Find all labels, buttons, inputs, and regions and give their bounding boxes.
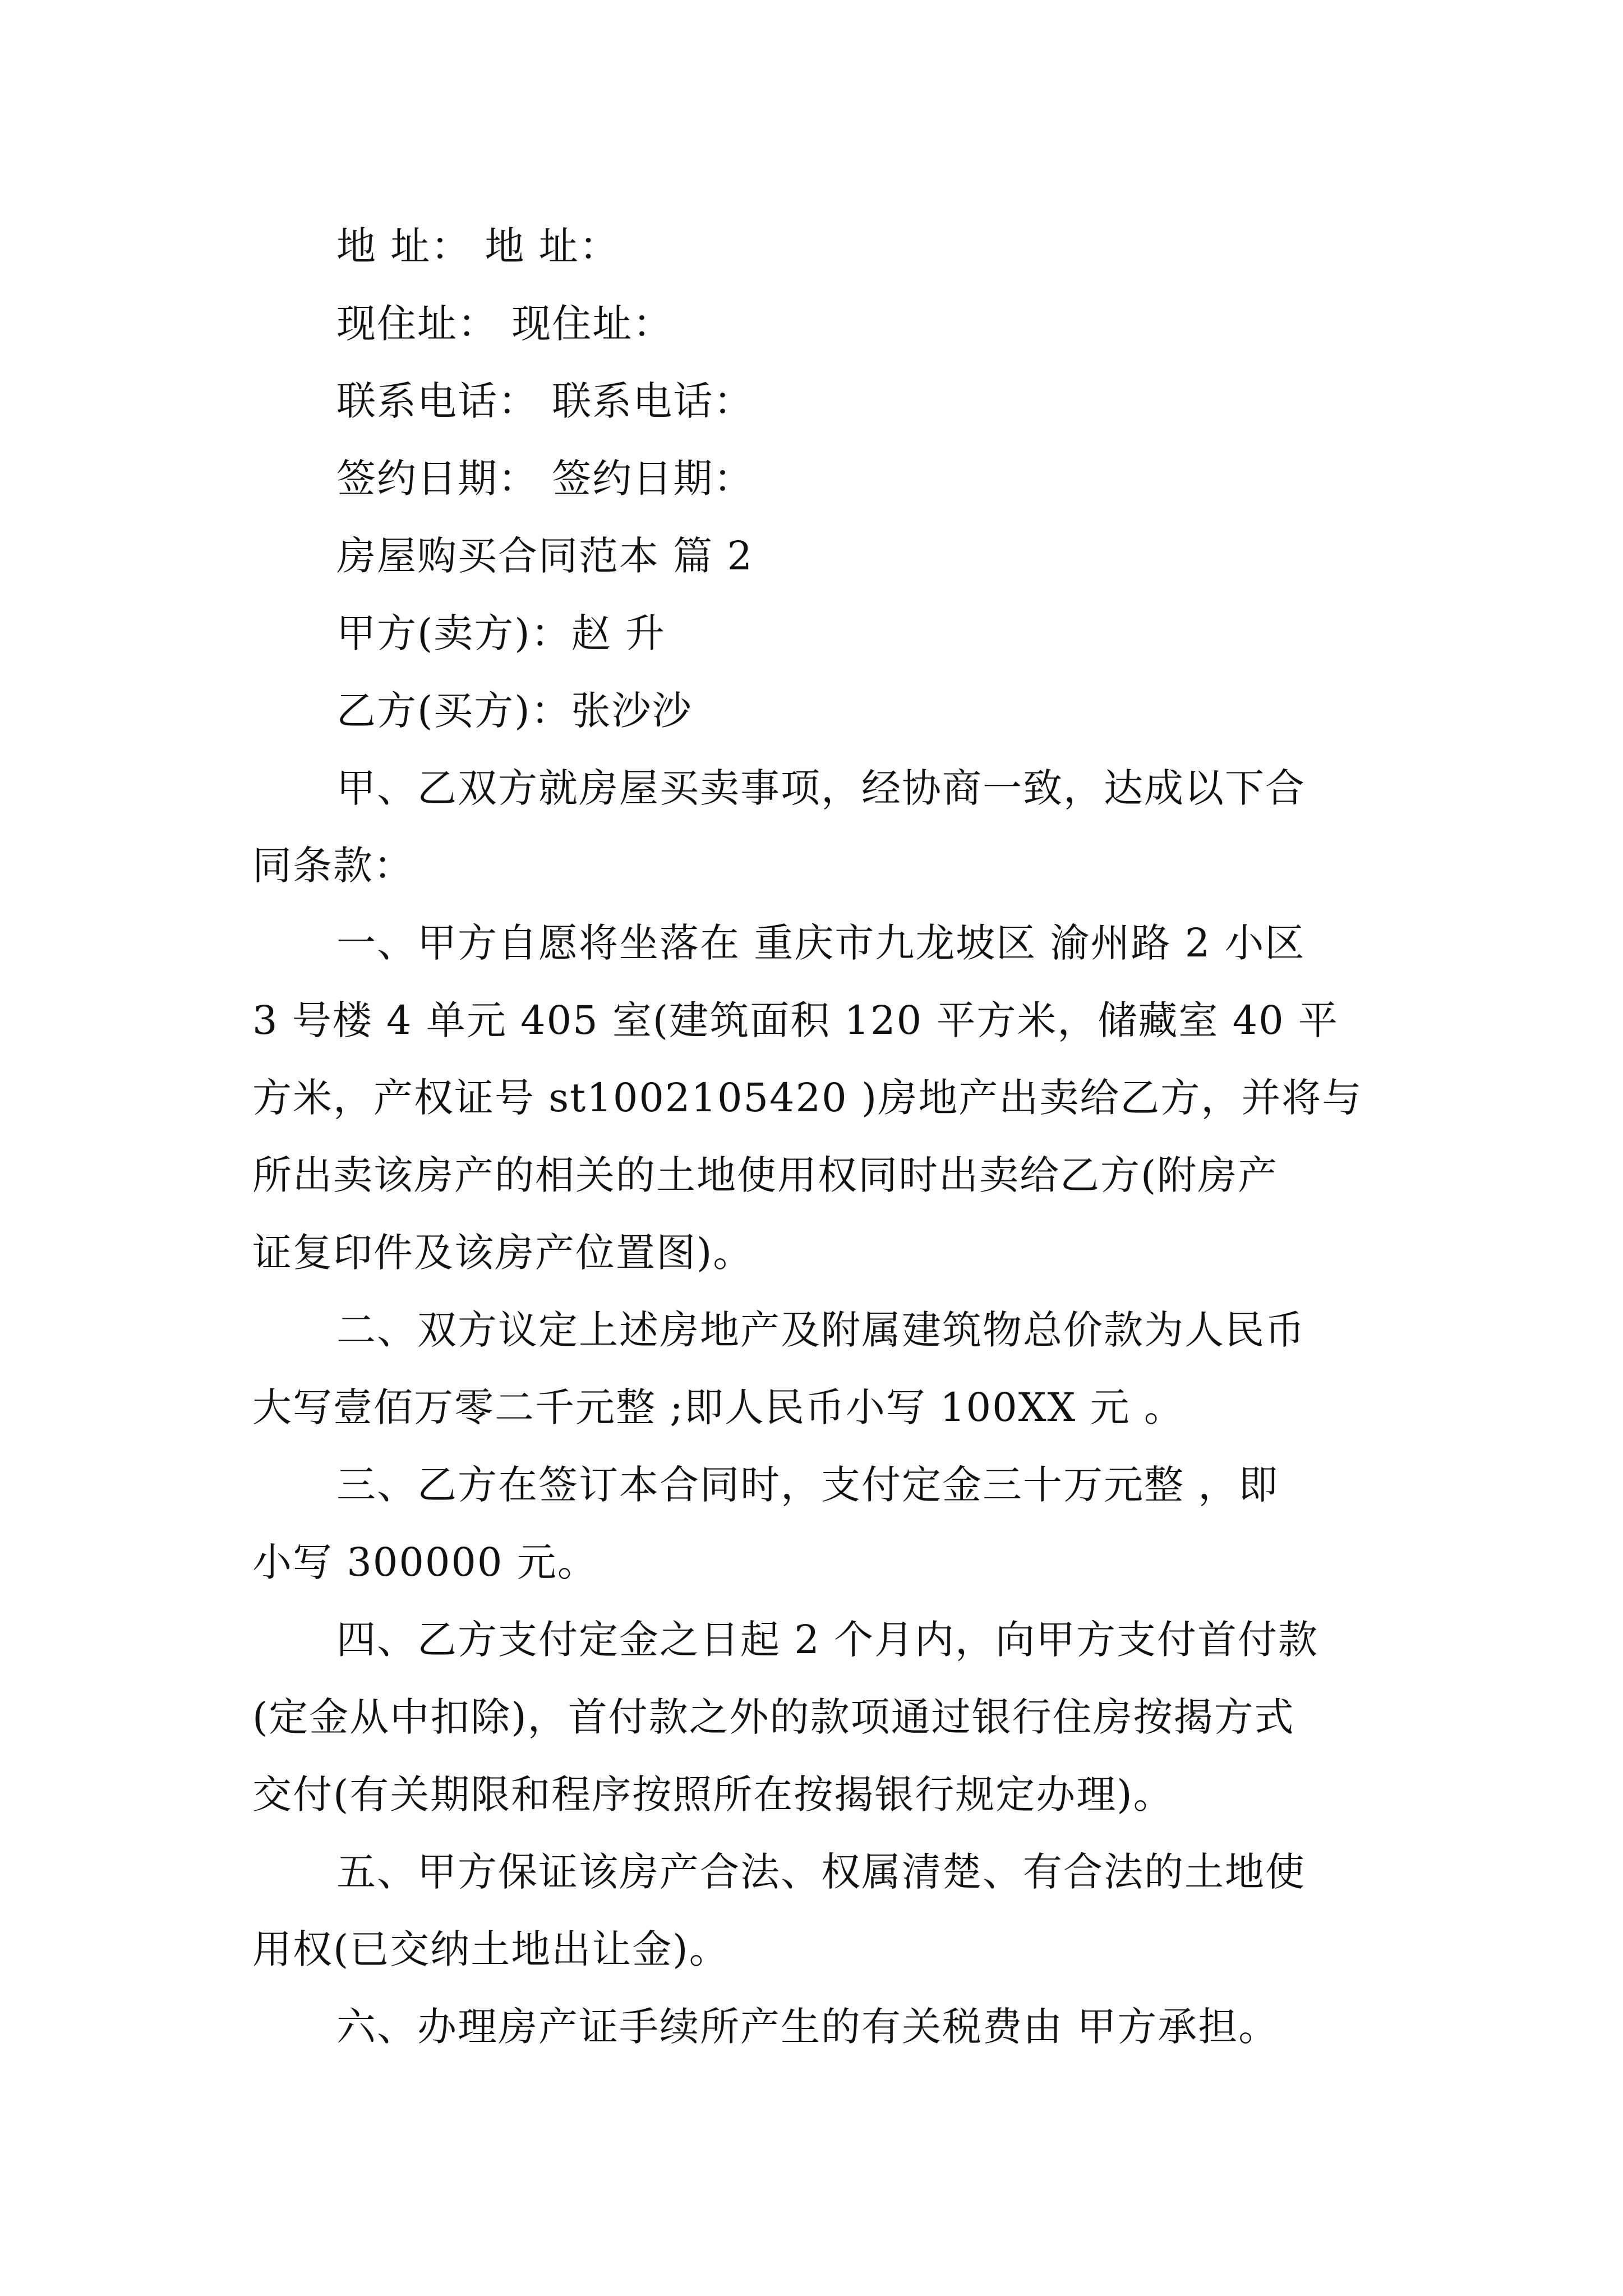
phone-line: 联系电话： 联系电话：: [336, 378, 754, 424]
clause-4-line: 交付(有关期限和程序按照所在按揭银行规定办理)。: [252, 1772, 1174, 1818]
clause-1-line: 3 号楼 4 单元 405 室(建筑面积 120 平方米，储藏室 40 平: [252, 997, 1339, 1043]
party-a-line: 甲方(卖方)：赵 升: [336, 610, 666, 656]
clause-5-line: 用权(已交纳土地出让金)。: [252, 1926, 730, 1972]
address-line: 地 址： 地 址：: [336, 223, 620, 269]
party-b-line: 乙方(买方)：张沙沙: [336, 688, 693, 734]
contract-body: [252, 208, 1385, 2065]
clause-1-line: 方米，产权证号 st1002105420 )房地产出卖给乙方，并将与: [252, 1075, 1363, 1121]
clause-3-line: 三、乙方在签订本合同时，支付定金三十万元整 ，即: [336, 1462, 1279, 1508]
clause-4-line: 四、乙方支付定金之日起 2 个月内，向甲方支付首付款: [336, 1617, 1319, 1663]
clause-4-line: (定金从中扣除)，首付款之外的款项通过银行住房按揭方式: [252, 1694, 1295, 1740]
clause-2-line: 二、双方议定上述房地产及附属建筑物总价款为人民币: [336, 1307, 1306, 1353]
clause-1-line: 所出卖该房产的相关的土地使用权同时出卖给乙方(附房产: [252, 1152, 1279, 1198]
signing-date-line: 签约日期： 签约日期：: [336, 455, 754, 501]
clause-1-line: 证复印件及该房产位置图)。: [252, 1230, 754, 1276]
intro-paragraph-line: 甲、乙双方就房屋买卖事项，经协商一致，达成以下合: [336, 765, 1306, 811]
intro-paragraph-line: 同条款：: [252, 843, 414, 889]
clause-2-line: 大写壹佰万零二千元整 ;即人民币小写 100XX 元 。: [252, 1384, 1184, 1430]
current-address-line: 现住址： 现住址：: [336, 301, 674, 347]
clause-3-line: 小写 300000 元。: [252, 1539, 598, 1585]
section-heading: 房屋购买合同范本 篇 2: [336, 533, 754, 579]
clause-1-line: 一、甲方自愿将坐落在 重庆市九龙坡区 渝州路 2 小区: [336, 920, 1306, 966]
clause-5-line: 五、甲方保证该房产合法、权属清楚、有合法的土地使: [336, 1849, 1306, 1895]
clause-6-line: 六、办理房产证手续所产生的有关税费由 甲方承担。: [336, 2004, 1279, 2050]
